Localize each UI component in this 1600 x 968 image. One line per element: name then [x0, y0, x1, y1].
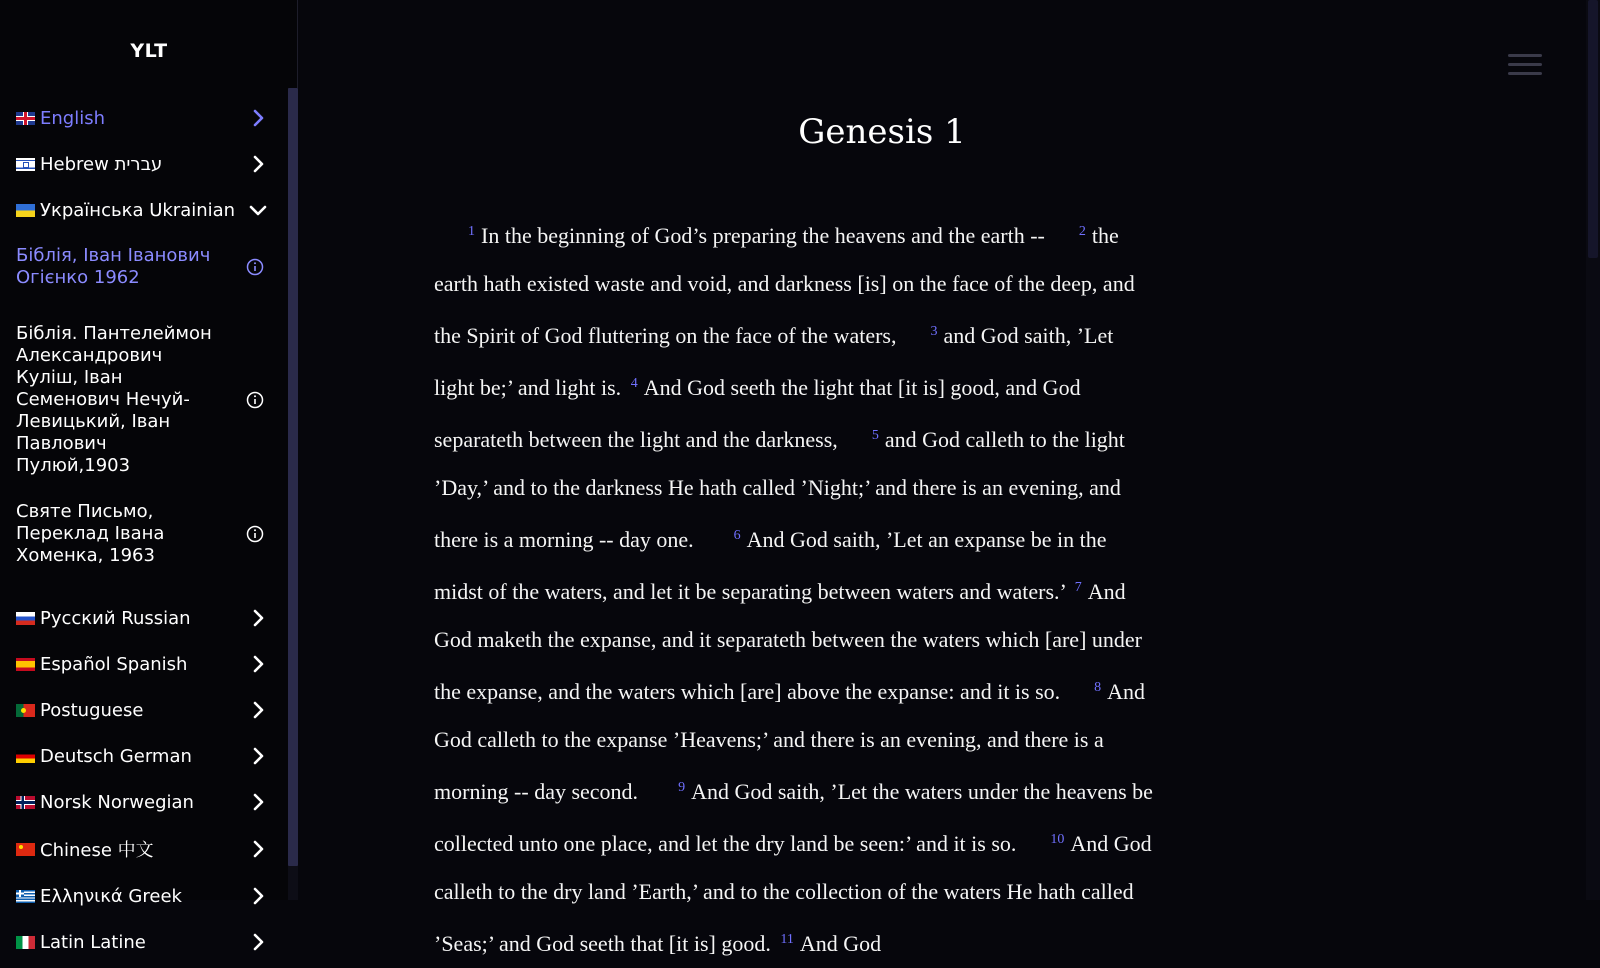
chevron-right-icon[interactable]	[248, 700, 268, 720]
language-item-english[interactable]	[0, 95, 288, 141]
language-item-hebrew[interactable]	[0, 141, 288, 187]
language-item-spanish[interactable]	[0, 641, 288, 687]
verse-number[interactable]: 2	[1078, 224, 1086, 239]
language-item-ukrainian[interactable]	[0, 187, 288, 233]
language-label: Latin Latine	[40, 931, 146, 953]
verse-text: the earth hath existed waste and void, and darkness [is] on the face of the deep, and the Spirit of God fluttering on the face of the waters,	[434, 223, 1135, 348]
sidebar-title: YLT	[130, 40, 168, 62]
verse-number[interactable]: 3	[930, 324, 938, 339]
verse-number[interactable]: 6	[733, 528, 741, 543]
chevron-right-icon[interactable]	[248, 746, 268, 766]
language-label: Español Spanish	[40, 653, 188, 675]
language-item-greek[interactable]	[0, 873, 288, 919]
chapter-view	[298, 0, 1586, 956]
language-label: Українська Ukrainian	[40, 199, 236, 221]
hamburger-menu-icon[interactable]	[1508, 54, 1542, 78]
verse-text: And God seeth the light that [it is] good, and God separateth between the light and the darkness,	[434, 375, 1081, 452]
translation-item-khomenko[interactable]	[0, 501, 288, 567]
verse-text: And God saith, ’Let an expanse be in the midst of the waters, and let it be separating between waters and waters.’	[434, 527, 1107, 604]
language-item-latin[interactable]	[0, 919, 288, 965]
uk-flag-icon	[16, 112, 35, 125]
chevron-right-icon[interactable]	[248, 108, 268, 128]
chevron-right-icon[interactable]	[248, 792, 268, 812]
language-label: Русский Russian	[40, 607, 191, 629]
spain-flag-icon	[16, 658, 35, 671]
verse-number[interactable]: 8	[1094, 680, 1102, 695]
chevron-right-icon[interactable]	[248, 608, 268, 628]
language-item-russian[interactable]	[0, 595, 288, 641]
info-icon[interactable]	[246, 258, 264, 276]
verse-text: and God calleth to the light ’Day,’ and to the darkness He hath called ’Night;’ and there is an evening, and there is a morning -- day one.	[434, 427, 1125, 552]
translation-label: Біблія, Іван Іванович Огієнко 1962	[16, 245, 211, 288]
chevron-down-icon[interactable]	[248, 200, 268, 220]
chapter-text	[434, 208, 1158, 968]
language-label: Norsk Norwegian	[40, 791, 194, 813]
germany-flag-icon	[16, 750, 35, 763]
verse-number[interactable]: 7	[1074, 580, 1082, 595]
verse-number[interactable]: 10	[1050, 832, 1065, 847]
sidebar	[0, 0, 298, 953]
info-icon[interactable]	[246, 525, 264, 543]
verse-text: And God saith, ’Let the waters under the heavens be collected unto one place, and let the dry land be seen:’ and it is so.	[434, 779, 1153, 856]
language-item-german[interactable]	[0, 733, 288, 779]
chevron-right-icon[interactable]	[248, 886, 268, 906]
greece-flag-icon	[16, 890, 35, 903]
translation-item-kulish[interactable]	[0, 323, 288, 477]
translation-label: Святе Письмо, Переклад Івана Хоменка, 1963	[16, 501, 165, 566]
translation-label: Біблія. Пантелеймон Александрович Куліш, Іван Семенович Нечуй-Левицький, Іван Павлович Пулюй,1903	[16, 323, 212, 476]
italy-flag-icon	[16, 936, 35, 949]
sidebar-scrollbar-thumb[interactable]	[288, 88, 298, 866]
verse-number[interactable]: 11	[780, 932, 794, 947]
language-item-chinese[interactable]	[0, 825, 288, 873]
language-label: Hebrew עברית	[40, 153, 163, 175]
norway-flag-icon	[16, 796, 35, 809]
israel-flag-icon	[16, 158, 35, 171]
language-label: English	[40, 107, 105, 129]
verse-text: And God calleth to the dry land ’Earth,’ and to the collection of the waters He hath called ’Seas;’ and God seeth that [it is] good.	[434, 831, 1152, 956]
verse-number[interactable]: 9	[678, 780, 686, 795]
language-label: Chinese 中文	[40, 840, 154, 861]
page-scrollbar-thumb[interactable]	[1588, 0, 1598, 258]
language-label: Deutsch German	[40, 745, 192, 767]
language-item-norwegian[interactable]	[0, 779, 288, 825]
chevron-right-icon[interactable]	[248, 654, 268, 674]
info-icon[interactable]	[246, 391, 264, 409]
chevron-right-icon[interactable]	[248, 932, 268, 952]
verse-text: In the beginning of God’s preparing the heavens and the earth --	[481, 223, 1045, 248]
verse-number[interactable]: 4	[630, 376, 638, 391]
verse-text: And God maketh the expanse, and it separateth between the waters which [are] under the expanse, and the waters which [are] above the expanse: and it is so.	[434, 579, 1142, 704]
translation-item-ohienko[interactable]	[0, 245, 288, 289]
language-label: Ελληνικά Greek	[40, 885, 182, 907]
verse-number[interactable]: 5	[871, 428, 879, 443]
verse-text: And God calleth to the expanse ’Heavens;’ and there is an evening, and there is a morning -- day second.	[434, 679, 1146, 804]
chevron-right-icon[interactable]	[248, 839, 268, 859]
ukraine-flag-icon	[16, 204, 35, 217]
china-flag-icon	[16, 843, 35, 856]
language-label: Postuguese	[40, 699, 144, 721]
language-item-portuguese[interactable]	[0, 687, 288, 733]
verse-number[interactable]: 1	[468, 224, 475, 239]
portugal-flag-icon	[16, 704, 35, 717]
russia-flag-icon	[16, 612, 35, 625]
verse-text: and God saith, ’Let light be;’ and light is.	[434, 323, 1114, 400]
chevron-right-icon[interactable]	[248, 154, 268, 174]
chapter-title: Genesis 1	[798, 112, 966, 152]
language-list	[0, 95, 288, 965]
verse-text: And God	[799, 931, 882, 956]
